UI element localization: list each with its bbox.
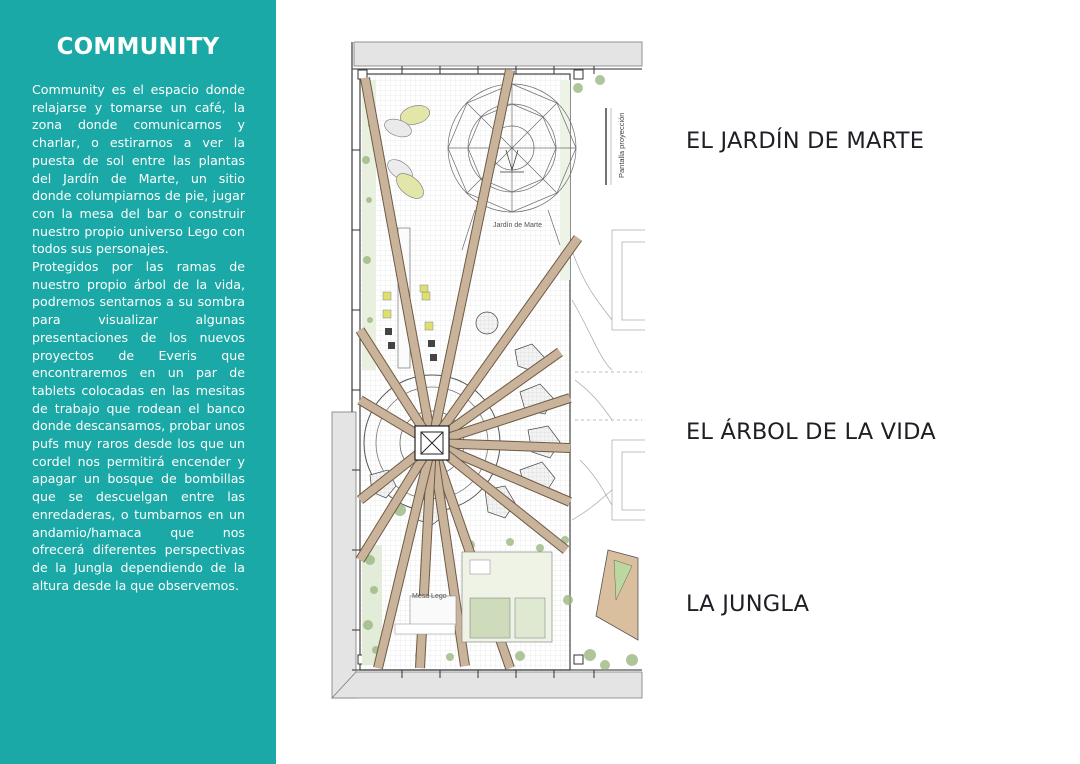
- description-paragraph-1: Community es el espacio donde relajarse y tomarse un café, la zona donde comunicarnos y charlar, o estirarnos a ver la puesta de sol entre las plantas del Jardín de Marte, un sitio donde columpiarnos de pie, jugar con la mesa del bar o construir nuestro propio universo Lego con todos sus personajes.: [32, 82, 245, 257]
- tree-trunk: [415, 426, 449, 460]
- projection-screen: [606, 108, 611, 185]
- zone-label-jardin-de-marte: EL JARDÍN DE MARTE: [686, 128, 925, 154]
- sidebar-panel: [0, 0, 276, 764]
- hammock-scaffold: [596, 550, 638, 640]
- zone-label-arbol-de-la-vida: EL ÁRBOL DE LA VIDA: [686, 419, 936, 445]
- zone-label-la-jungla: LA JUNGLA: [686, 591, 810, 617]
- garden-label: Jardín de Marte: [493, 222, 543, 229]
- sidebar-description: [32, 81, 245, 594]
- description-paragraph-2: Protegidos por las ramas de nuestro propio árbol de la vida, podremos sentarnos a su sombra para visualizar algunas presentaciones de los nuevos proyectos de Everis que encontraremos en un par de tablets colocadas en las mesitas de trabajo que rodean el banco donde descansamos, probar unos pufs muy raros desde los que un cordel nos permitirá encender y apagar un bosque de bombillas que se descuelgan entre las enredaderas, o tumbarnos en un andamio/hamaca que nos ofrecerá diferentes perspectivas de la Jungla dependiendo de la altura desde la que observemos.: [32, 259, 245, 593]
- floor-plan: [330, 40, 645, 700]
- lego-table-label: Mesa Lego: [412, 593, 447, 600]
- projection-screen-label: Pantalla proyección: [617, 112, 626, 178]
- adjacent-roof: [572, 230, 645, 520]
- sidebar-title: COMMUNITY: [56, 34, 220, 60]
